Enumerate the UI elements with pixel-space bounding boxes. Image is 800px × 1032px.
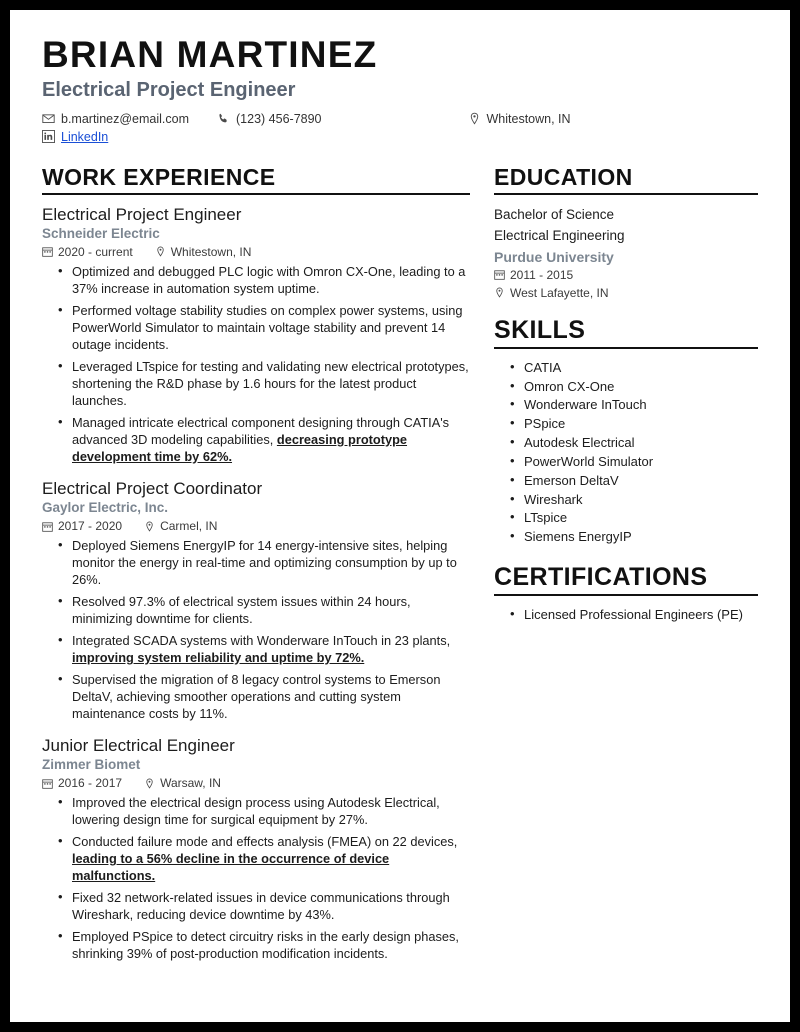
contact-email[interactable] xyxy=(42,112,189,126)
job-title: Electrical Project Coordinator xyxy=(42,479,263,499)
list-item xyxy=(72,671,470,722)
job-location-text: Warsaw, IN xyxy=(160,776,221,791)
list-item xyxy=(72,414,470,465)
list-item xyxy=(72,263,470,297)
certifications-list xyxy=(494,606,758,625)
map-pin-icon xyxy=(468,112,481,125)
list-item: • Omron CX-One xyxy=(524,378,758,397)
contact-linkedin[interactable] xyxy=(42,130,108,144)
calendar-icon xyxy=(42,246,53,257)
work-experience-heading: WORK EXPERIENCE xyxy=(42,163,276,190)
contact-row-secondary xyxy=(42,130,758,144)
resume-header xyxy=(42,36,758,144)
bullet-text: Improved the electrical design process using Autodesk Electrical, lowering design time for surgical equipment by 27%. xyxy=(72,795,440,828)
skills-list xyxy=(494,359,758,547)
list-item: • PowerWorld Simulator xyxy=(524,453,758,472)
envelope-icon xyxy=(42,112,55,125)
job-bullets xyxy=(42,263,470,465)
job-bullets xyxy=(42,794,470,962)
bullet-text: Conducted failure mode and effects analysis (FMEA) on 22 devices, xyxy=(72,834,458,850)
right-column xyxy=(494,164,758,978)
section-skills xyxy=(494,316,758,547)
section-certifications xyxy=(494,563,758,625)
bullet-text: Employed PSpice to detect circuitry risks in the early design phases, shrinking 39% of post-production modification incidents. xyxy=(72,929,459,962)
job-dates xyxy=(42,245,133,259)
list-item xyxy=(72,928,470,962)
skills-rule xyxy=(494,347,758,349)
job-company: Schneider Electric xyxy=(42,225,160,241)
job-entry xyxy=(42,479,470,722)
resume-body xyxy=(42,164,758,978)
bullet-highlight: improving system reliability and uptime by 72%. xyxy=(72,650,365,666)
list-item xyxy=(72,632,470,666)
job-dates-text: 2020 - current xyxy=(58,244,133,259)
job-meta xyxy=(42,519,470,533)
list-item: • Licensed Professional Engineers (PE) xyxy=(524,606,758,625)
bullet-text: Fixed 32 network-related issues in device communications through Wireshark, reducing device downtime by 43%. xyxy=(72,890,450,923)
job-bullets xyxy=(42,537,470,722)
list-item: • Siemens EnergyIP xyxy=(524,528,758,547)
contact-linkedin-text[interactable]: LinkedIn xyxy=(61,129,109,144)
bullet-text: Leveraged LTspice for testing and validating new electrical prototypes, shortening the R&D phase by 1.6 hours for the latest product launches. xyxy=(72,358,469,408)
section-education xyxy=(494,164,758,300)
bullet-highlight: leading to a 56% decline in the occurrence of device malfunctions. xyxy=(72,851,390,884)
certifications-heading: CERTIFICATIONS xyxy=(494,563,708,592)
bullet-text: Deployed Siemens EnergyIP for 14 energy-intensive sites, helping monitor the energy in real-time and optimizing consumption by up to 26%. xyxy=(72,538,457,588)
job-location xyxy=(144,776,221,790)
education-rule xyxy=(494,193,758,195)
calendar-icon xyxy=(494,269,505,280)
calendar-icon xyxy=(42,521,53,532)
calendar-icon xyxy=(42,778,53,789)
education-school: Purdue University xyxy=(494,248,614,265)
education-degree: Bachelor of Science xyxy=(494,206,615,222)
contact-location xyxy=(468,112,571,126)
list-item xyxy=(72,593,470,627)
skills-heading: SKILLS xyxy=(494,315,586,344)
contact-location-text: Whitestown, IN xyxy=(486,111,571,126)
bullet-text: Performed voltage stability studies on complex power systems, using PowerWorld Simulator to maintain voltage stability and prevent 14 outage incidents. xyxy=(72,302,463,352)
bullet-highlight: decreasing prototype development time by 62%. xyxy=(72,431,408,464)
job-title: Electrical Project Engineer xyxy=(42,204,242,224)
job-title: Junior Electrical Engineer xyxy=(42,736,235,756)
education-location-text: West Lafayette, IN xyxy=(510,285,609,300)
bullet-text: Resolved 97.3% of electrical system issues within 24 hours, minimizing downtime for clients. xyxy=(72,594,411,627)
job-dates xyxy=(42,519,122,533)
contact-phone-text: (123) 456-7890 xyxy=(236,111,322,126)
bullet-text: Managed intricate electrical component designing through CATIA's advanced 3D modeling capabilities, xyxy=(72,414,450,447)
candidate-name: BRIAN MARTINEZ xyxy=(42,34,378,75)
list-item xyxy=(72,889,470,923)
list-item: • PSpice xyxy=(524,415,758,434)
left-column xyxy=(42,164,494,978)
map-pin-icon xyxy=(144,521,155,532)
job-entry xyxy=(42,736,470,962)
linkedin-icon xyxy=(42,130,55,143)
job-dates-text: 2016 - 2017 xyxy=(58,776,123,791)
map-pin-icon xyxy=(494,287,505,298)
list-item: • Autodesk Electrical xyxy=(524,434,758,453)
section-work-experience xyxy=(42,164,470,962)
education-dates-text: 2011 - 2015 xyxy=(510,267,574,282)
contact-email-text: b.martinez@email.com xyxy=(61,111,190,126)
list-item xyxy=(72,794,470,828)
list-item xyxy=(72,358,470,409)
list-item: • Wonderware InTouch xyxy=(524,396,758,415)
list-item xyxy=(72,302,470,353)
list-item: • CATIA xyxy=(524,359,758,378)
candidate-title: Electrical Project Engineer xyxy=(42,78,296,101)
job-entry xyxy=(42,205,470,465)
contact-phone[interactable] xyxy=(217,112,321,126)
education-dates xyxy=(494,268,573,282)
education-heading: EDUCATION xyxy=(494,163,633,190)
phone-icon xyxy=(217,112,230,125)
list-item xyxy=(72,537,470,588)
job-location-text: Whitestown, IN xyxy=(170,244,252,259)
contact-row-primary xyxy=(42,112,758,126)
map-pin-icon xyxy=(144,778,155,789)
resume-page xyxy=(10,10,790,1022)
job-meta xyxy=(42,776,470,790)
job-dates-text: 2017 - 2020 xyxy=(58,519,123,534)
job-dates xyxy=(42,776,122,790)
map-pin-icon xyxy=(155,246,166,257)
job-location-text: Carmel, IN xyxy=(160,519,218,534)
education-location-row xyxy=(494,286,758,300)
education-location xyxy=(494,286,609,300)
bullet-text: Optimized and debugged PLC logic with Omron CX-One, leading to a 37% increase in automation system uptime. xyxy=(72,263,466,296)
work-experience-rule xyxy=(42,193,470,195)
list-item xyxy=(72,833,470,884)
education-field: Electrical Engineering xyxy=(494,227,625,243)
bullet-text: Supervised the migration of 8 legacy control systems to Emerson DeltaV, achieving smoother operations and cutting system maintenance costs by 11%. xyxy=(72,672,441,722)
job-meta xyxy=(42,245,470,259)
job-location xyxy=(144,519,217,533)
education-dates-row xyxy=(494,268,758,282)
job-company: Gaylor Electric, Inc. xyxy=(42,500,169,516)
job-company: Zimmer Biomet xyxy=(42,757,141,773)
list-item: • LTspice xyxy=(524,509,758,528)
list-item: • Wireshark xyxy=(524,491,758,510)
list-item: • Emerson DeltaV xyxy=(524,472,758,491)
job-location xyxy=(155,245,252,259)
certifications-rule xyxy=(494,594,758,596)
bullet-text: Integrated SCADA systems with Wonderware InTouch in 23 plants, xyxy=(72,633,451,649)
